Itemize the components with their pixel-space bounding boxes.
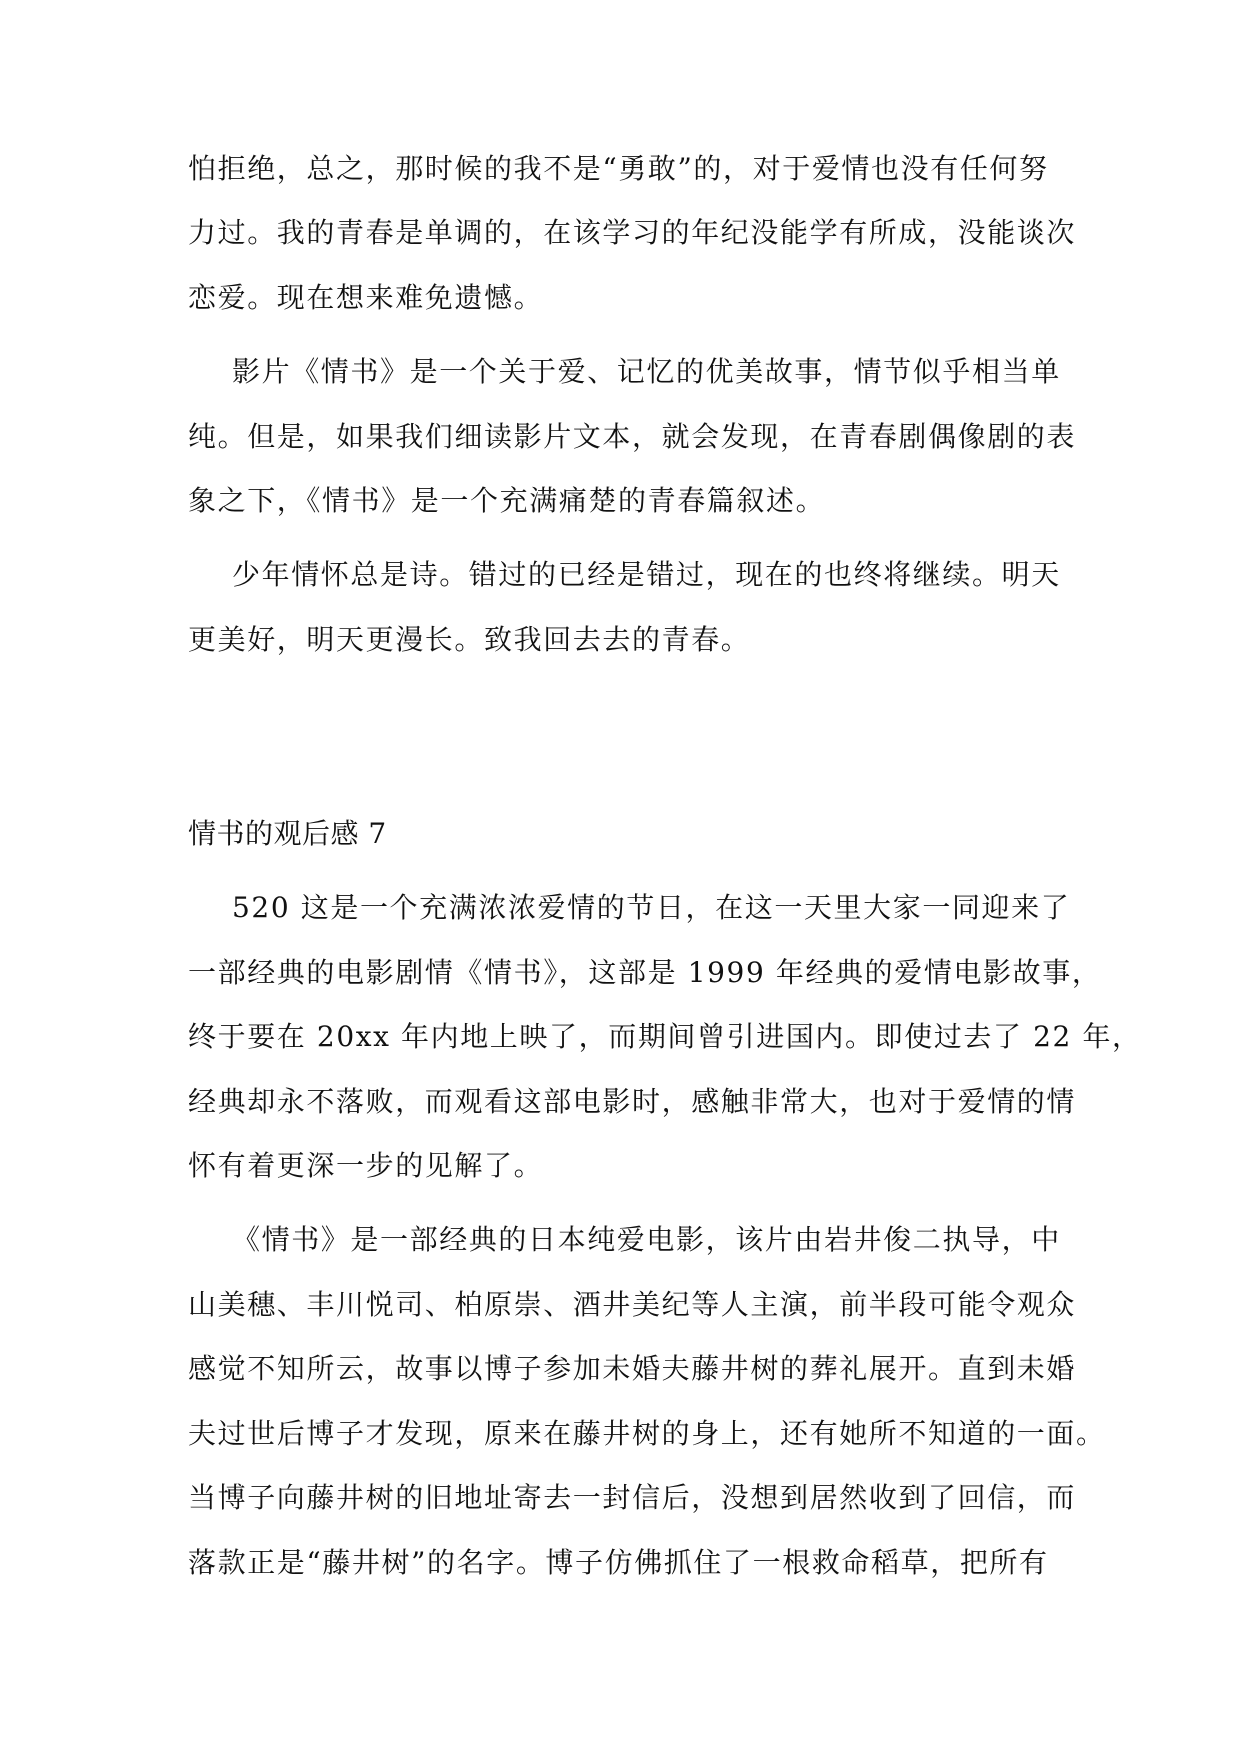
- paragraph-line: 感觉不知所云，故事以博子参加未婚夫藤井树的葬礼展开。直到未婚: [188, 1352, 1077, 1385]
- paragraph-line: 落款正是“藤井树”的名字。博子仿佛抓住了一根救命稻草，把所有: [188, 1546, 1049, 1579]
- paragraph-line: 经典却永不落败，而观看这部电影时，感触非常大，也对于爱情的情: [188, 1085, 1077, 1118]
- paragraph-line: 少年情怀总是诗。错过的已经是错过，现在的也终将继续。明天: [232, 558, 1061, 591]
- paragraph-line: 恋爱。现在想来难免遗憾。: [188, 281, 544, 314]
- paragraph-line: 夫过世后博子才发现，原来在藤井树的身上，还有她所不知道的一面。: [188, 1417, 1106, 1450]
- paragraph-line: 520 这是一个充满浓浓爱情的节日，在这一天里大家一同迎来了: [232, 891, 1071, 924]
- paragraph-line: 当博子向藤井树的旧地址寄去一封信后，没想到居然收到了回信，而: [188, 1481, 1077, 1514]
- paragraph-line: 影片《情书》是一个关于爱、记忆的优美故事，情节似乎相当单: [232, 355, 1061, 388]
- paragraph-line: 力过。我的青春是单调的，在该学习的年纪没能学有所成，没能谈次: [188, 216, 1077, 249]
- paragraph-line: 纯。但是，如果我们细读影片文本，就会发现，在青春剧偶像剧的表: [188, 420, 1077, 453]
- paragraph-line: 《情书》是一部经典的日本纯爱电影，该片由岩井俊二执导，中: [232, 1223, 1061, 1256]
- section-heading: 情书的观后感 7: [188, 817, 387, 850]
- paragraph-line: 终于要在 20xx 年内地上映了，而期间曾引进国内。即使过去了 22 年，: [188, 1020, 1142, 1053]
- paragraph-line: 山美穗、丰川悦司、柏原崇、酒井美纪等人主演，前半段可能令观众: [188, 1288, 1077, 1321]
- paragraph-line: 怀有着更深一步的见解了。: [188, 1149, 544, 1182]
- paragraph-line: 一部经典的电影剧情《情书》，这部是 1999 年经典的爱情电影故事，: [188, 956, 1102, 989]
- paragraph-line: 象之下，《情书》是一个充满痛楚的青春篇叙述。: [188, 484, 826, 517]
- paragraph-line: 更美好，明天更漫长。致我回去去的青春。: [188, 623, 751, 656]
- paragraph-line: 怕拒绝，总之，那时候的我不是“勇敢”的，对于爱情也没有任何努: [188, 152, 1049, 185]
